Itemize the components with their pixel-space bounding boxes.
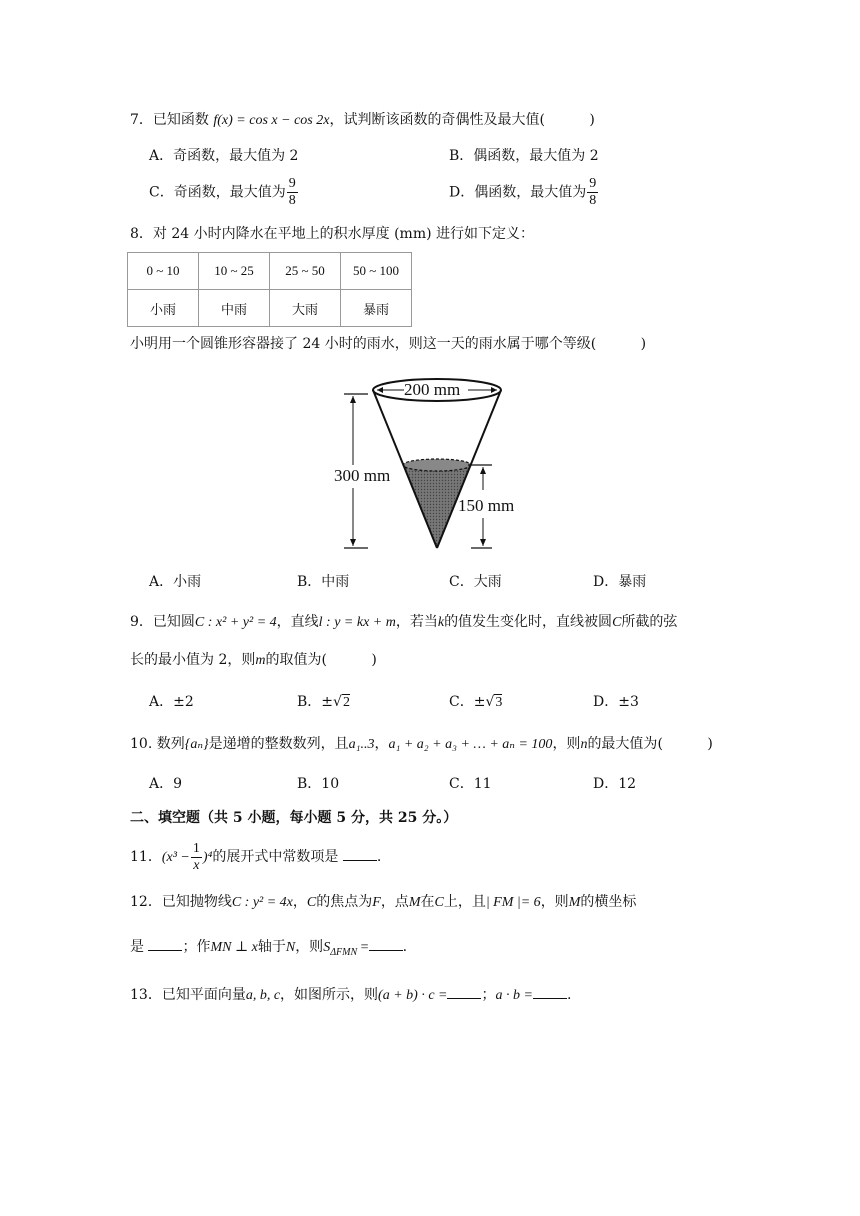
table-cell: 25 ~ 50 xyxy=(270,253,341,290)
table-cell: 10 ~ 25 xyxy=(199,253,270,290)
table-cell: 小雨 xyxy=(128,290,199,327)
cone-height-label: 300 mm xyxy=(334,466,391,485)
q7-number: 7． xyxy=(130,112,153,128)
q10-option-a[interactable]: A．9 xyxy=(149,776,183,792)
q7-option-d[interactable]: D．偶函数，最大值为 $\frac{9}{8}$ xyxy=(449,176,597,208)
q9-option-b[interactable]: B．±√2 xyxy=(297,694,350,710)
table-cell: 0 ~ 10 xyxy=(128,253,199,290)
q7-stem: 7．已知函数 f(x) = cos x − cos 2x，试判断该函数的奇偶性及最大值( ) xyxy=(130,112,595,128)
q11-stem: 11．(x³ − $\frac{1}{x}$ )⁴的展开式中常数项是 . xyxy=(130,840,382,873)
cone-top-label: 200 mm xyxy=(404,380,461,399)
q8-option-d[interactable]: D．暴雨 xyxy=(593,574,647,590)
table-row xyxy=(128,290,412,327)
answer-blank[interactable] xyxy=(343,846,377,861)
q10-option-b[interactable]: B．10 xyxy=(297,776,340,792)
table-cell: 暴雨 xyxy=(341,290,412,327)
q9-number: 9． xyxy=(130,614,153,630)
q9-option-a[interactable]: A．±2 xyxy=(149,694,194,710)
table-row xyxy=(128,253,412,290)
fraction: $\frac{9}{8}$ xyxy=(288,176,296,208)
q7-option-b[interactable]: B．偶函数，最大值为 2 xyxy=(449,148,599,164)
q13-number: 13． xyxy=(130,987,162,1003)
answer-blank[interactable] xyxy=(369,936,403,951)
sqrt-icon: √ xyxy=(333,694,342,710)
table-cell: 中雨 xyxy=(199,290,270,327)
q7-option-a[interactable]: A．奇函数，最大值为 2 xyxy=(149,148,299,164)
q13-stem: 13．已知平面向量a, b, c，如图所示，则(a + b) · c = ；a · b = . xyxy=(130,984,571,1006)
q11-number: 11． xyxy=(130,849,162,865)
rain-level-table xyxy=(127,252,412,327)
q12-stem-line1: 12．已知抛物线C : y² = 4x，C的焦点为F，点M在C上，且| FM |= 6，则M的横坐标 xyxy=(130,894,637,910)
q10-number: 10. xyxy=(130,736,153,752)
q8-stem-2: 小明用一个圆锥形容器接了 24 小时的雨水，则这一天的雨水属于哪个等级( ) xyxy=(130,336,647,352)
answer-blank[interactable] xyxy=(447,984,481,999)
q7-function: f(x) = cos x − cos 2x xyxy=(213,113,330,128)
table-cell: 大雨 xyxy=(270,290,341,327)
q8-option-b[interactable]: B．中雨 xyxy=(297,574,350,590)
answer-blank[interactable] xyxy=(533,984,567,999)
water-height-label: 150 mm xyxy=(458,496,515,515)
q8-stem: 8．对 24 小时内降水在平地上的积水厚度 (mm) 进行如下定义： xyxy=(130,226,535,242)
q9-stem-line1: 9．已知圆C : x² + y² = 4，直线l : y = kx + m，若当k的值发生变化时，直线被圆C所截的弦 xyxy=(130,614,678,630)
q8-option-c[interactable]: C．大雨 xyxy=(449,574,502,590)
q8-option-a[interactable]: A．小雨 xyxy=(149,574,202,590)
q7-option-c[interactable]: C．奇函数，最大值为 $\frac{9}{8}$ xyxy=(149,176,296,208)
q10-stem: 10. 数列{aₙ}是递增的整数数列，且a₁..3，a₁ + a₂ + a₃ + … + aₙ = 100，则n的最大值为( ) xyxy=(130,736,713,752)
q9-stem-line2: 长的最小值为 2，则m的取值为( ) xyxy=(130,652,377,668)
q9-option-d[interactable]: D．±3 xyxy=(593,694,639,710)
water-surface xyxy=(403,459,471,471)
q12-stem-line2: 是 ；作MN ⊥ x轴于N，则$S_{\Delta FMN}$ = . xyxy=(130,936,407,963)
fraction: $\frac{9}{8}$ xyxy=(589,176,597,208)
answer-blank[interactable] xyxy=(148,936,182,951)
table-cell: 50 ~ 100 xyxy=(341,253,412,290)
q10-option-c[interactable]: C．11 xyxy=(449,776,492,792)
q8-number: 8． xyxy=(130,226,153,242)
fraction: $\frac{1}{x}$ xyxy=(192,840,200,873)
section-title: 二、填空题（共 5 小题，每小题 5 分，共 25 分。） xyxy=(130,810,458,826)
q12-number: 12． xyxy=(130,894,162,910)
q9-option-c[interactable]: C．±√3 xyxy=(449,694,503,710)
q10-option-d[interactable]: D．12 xyxy=(593,776,637,792)
sqrt-icon: √ xyxy=(485,694,495,710)
